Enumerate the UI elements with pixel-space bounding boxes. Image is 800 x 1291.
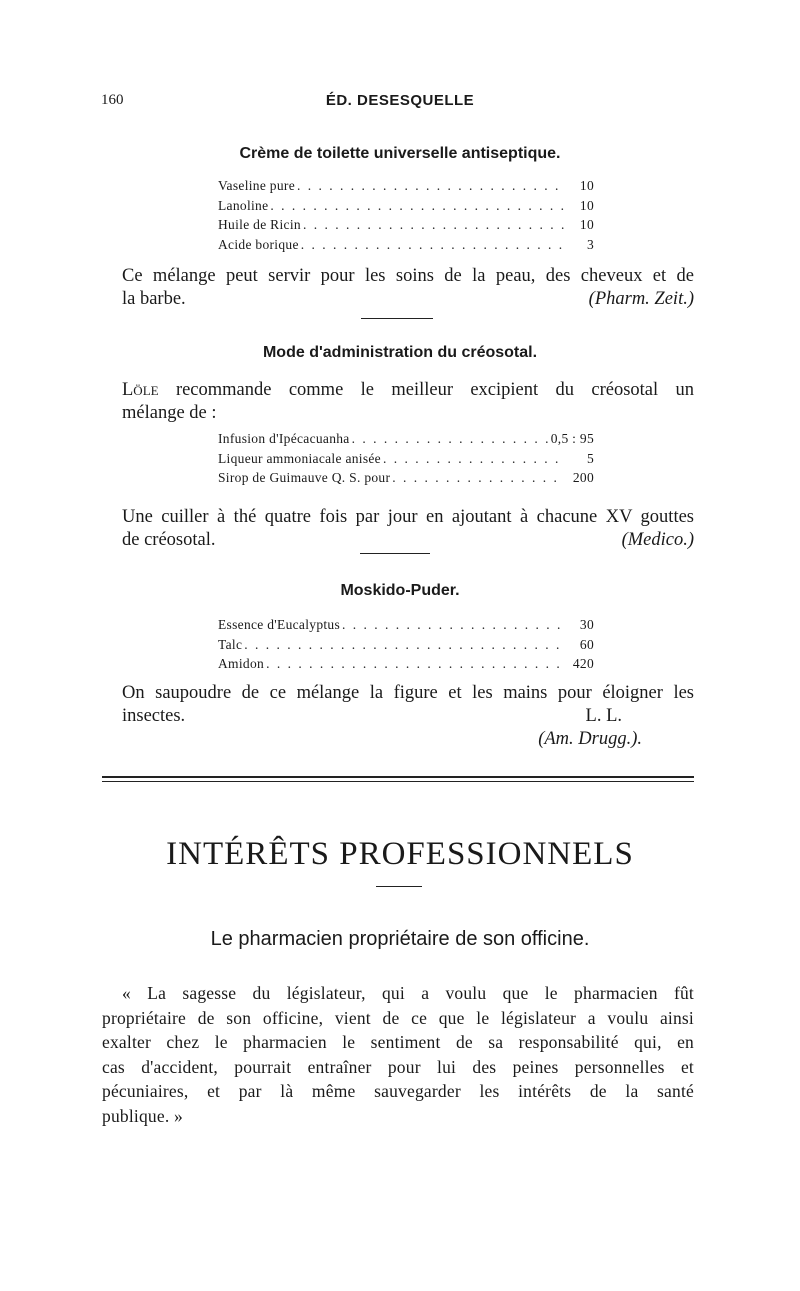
quote-paragraph: [102, 981, 694, 1128]
text-fragment: de créosotal.: [122, 530, 216, 550]
text-fragment: recommande comme le meilleur excipient du créosotal un: [175, 380, 694, 400]
quote-line: propriétaire de son officine, vient de ce que le législateur a voulu ainsi: [102, 1007, 694, 1028]
ingredient-name: Liqueur ammoniacale anisée: [218, 450, 381, 466]
author-name: Löle: [122, 380, 159, 400]
paragraph-creme: [122, 265, 694, 311]
source-citation: (Am. Drugg.).: [538, 729, 642, 749]
text-line: Ce mélange peut servir pour les soins de la peau, des cheveux et de: [122, 266, 694, 286]
ingredient-qty: 5: [586, 450, 594, 466]
section-divider-top: [102, 776, 694, 778]
ingredient-row: [218, 451, 594, 471]
ingredient-qty: 10: [579, 217, 594, 232]
ingredient-qty: 10: [579, 178, 594, 193]
text-fragment: insectes.: [122, 706, 186, 726]
article-title: Le pharmacien propriétaire de son officine.: [210, 928, 590, 950]
ingredient-qty: 0,5 : 95: [550, 431, 594, 446]
source-citation: (Pharm. Zeit.): [588, 289, 694, 309]
separator-rule: [360, 553, 430, 554]
text-line: [122, 529, 694, 552]
ingredient-row: [218, 470, 594, 490]
part-title: INTÉRÊTS PROFESSIONNELS: [166, 836, 634, 872]
text-line: [122, 379, 694, 402]
paragraph-creosotal: [122, 379, 694, 425]
ingredient-name: Sirop de Guimauve Q. S. pour: [218, 470, 391, 485]
ingredient-qty: 30: [579, 617, 594, 632]
quote-line: cas d'accident, pourrait entraîner pour lui des peines personnelles et: [102, 1056, 694, 1077]
recipe-creme: [218, 178, 594, 256]
quote-line: pécuniaires, et par là même sauvegarder les intérêts de la santé: [102, 1081, 694, 1101]
ingredient-name: Vaseline pure: [218, 178, 295, 193]
ingredient-qty: 60: [579, 636, 594, 652]
ingredient-name: Lanoline: [218, 197, 269, 213]
quote-line: exalter chez le pharmacien le sentiment de sa responsabilité qui, en: [102, 1032, 694, 1052]
ingredient-row: [218, 178, 594, 198]
ingredient-row: [218, 237, 594, 257]
signature: L. L.: [585, 706, 622, 726]
ingredient-name: Acide borique: [218, 236, 299, 252]
section-title-creme: Crème de toilette universelle antiseptique.: [239, 145, 561, 162]
recipe-creosotal: [218, 431, 594, 490]
ingredient-name: Huile de Ricin: [218, 217, 301, 232]
quote-line: publique. »: [102, 1105, 183, 1126]
section-title-moskido: Moskido-Puder.: [340, 582, 460, 599]
separator-rule: [376, 886, 422, 887]
separator-rule: [361, 318, 433, 319]
section-title-creosotal: Mode d'administration du créosotal.: [262, 344, 538, 361]
page-number: 160: [101, 92, 124, 108]
section-divider-bottom: [102, 781, 694, 782]
ingredient-qty: 3: [586, 236, 594, 252]
recipe-moskido: [218, 617, 594, 676]
ingredient-row: [218, 637, 594, 657]
text-line: On saupoudre de ce mélange la figure et les mains pour éloigner les: [122, 683, 694, 703]
quote-line: « La sagesse du législateur, qui a voulu que le pharmacien fût: [122, 983, 694, 1003]
ingredient-row: [218, 656, 594, 676]
paragraph-moskido: [122, 682, 694, 751]
ingredient-name: Infusion d'Ipécacuanha: [218, 431, 350, 446]
text-line: mélange de :: [122, 403, 217, 423]
text-line: Une cuiller à thé quatre fois par jour en ajoutant à chacune XV gouttes: [122, 507, 694, 527]
text-line: [122, 705, 694, 728]
ingredient-qty: 200: [572, 470, 594, 485]
ingredient-name: Essence d'Eucalyptus: [218, 617, 341, 632]
ingredient-row: [218, 217, 594, 237]
ingredient-row: [218, 198, 594, 218]
ingredient-row: [218, 431, 594, 451]
paragraph-dosage: [122, 506, 694, 552]
text-line: [122, 288, 694, 311]
text-fragment: la barbe.: [122, 289, 186, 309]
ingredient-qty: 10: [579, 197, 594, 213]
source-citation: (Medico.): [621, 530, 694, 550]
ingredient-name: Amidon: [218, 656, 265, 671]
ingredient-qty: 420: [572, 656, 594, 671]
ingredient-row: [218, 617, 594, 637]
text-line: [122, 728, 642, 751]
running-head: ÉD. DESESQUELLE: [325, 92, 475, 109]
ingredient-name: Talc: [218, 636, 243, 652]
